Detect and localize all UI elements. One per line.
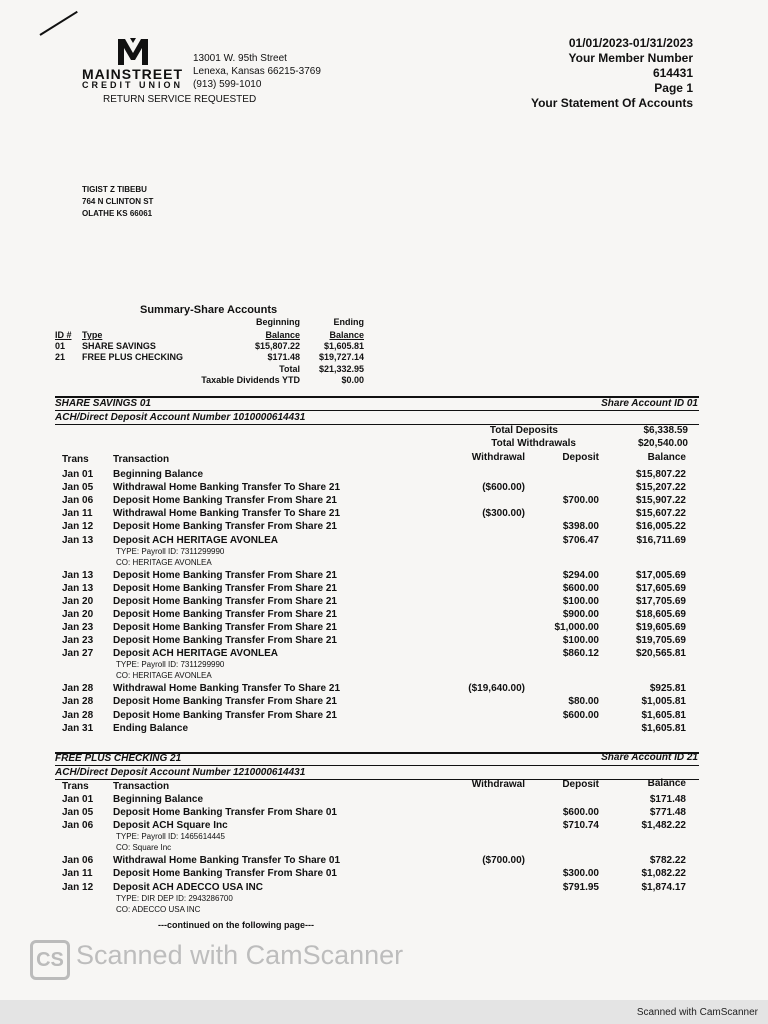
transaction-row [0, 583, 768, 596]
transaction-row [0, 535, 768, 548]
divider [55, 765, 699, 766]
checking-col-withdrawal: Withdrawal [471, 779, 525, 790]
summary-row-ending: $1,605.81 [323, 341, 364, 351]
transaction-row [0, 635, 768, 648]
transaction-date: Jan 23 [62, 635, 94, 647]
transaction-description: Deposit Home Banking Transfer From Share 21 [113, 635, 337, 647]
recipient-street: 764 N CLINTON ST [82, 197, 154, 206]
transaction-date: Jan 01 [62, 469, 94, 480]
transaction-withdrawal: ($700.00) [482, 855, 525, 867]
transaction-row [0, 521, 768, 534]
divider [55, 779, 699, 780]
checking-col-deposit: Deposit [562, 779, 599, 790]
transaction-row [0, 710, 768, 723]
summary-row-id: 01 [55, 341, 66, 351]
transaction-detail: TYPE: DIR DEP ID: 2943286700 [116, 893, 233, 903]
transaction-balance: $15,807.22 [635, 469, 686, 480]
transaction-description: Deposit Home Banking Transfer From Share 21 [113, 582, 337, 594]
summary-total-value: $21,332.95 [318, 364, 364, 374]
transaction-row [0, 622, 768, 635]
transaction-detail: TYPE: Payroll ID: 7311299990 [116, 546, 225, 556]
savings-col-trans: Trans [62, 454, 89, 465]
transaction-balance: $171.48 [649, 794, 686, 805]
total-withdrawals-value: $20,540.00 [637, 438, 688, 449]
bank-address-line1: 13001 W. 95th Street [193, 53, 287, 64]
transaction-balance: $925.81 [649, 683, 686, 695]
transaction-deposit: $600.00 [562, 709, 599, 721]
transaction-deposit: $700.00 [562, 495, 599, 507]
transaction-description: Deposit Home Banking Transfer From Share 21 [113, 595, 337, 607]
transaction-row [0, 820, 768, 833]
transaction-row [0, 696, 768, 709]
transaction-balance: $1,874.17 [641, 881, 686, 893]
transaction-balance: $20,565.81 [635, 648, 686, 660]
transaction-deposit: $706.47 [562, 534, 599, 546]
checking-col-trans: Trans [62, 781, 89, 792]
member-number-label: Your Member Number [568, 51, 693, 65]
summary-col-ending: Ending [333, 317, 364, 327]
transaction-deposit: $1,000.00 [554, 622, 599, 633]
transaction-balance: $16,711.69 [636, 534, 686, 546]
transaction-balance: $15,607.22 [635, 508, 686, 520]
transaction-date: Jan 05 [62, 807, 94, 819]
transaction-balance: $17,005.69 [635, 569, 686, 581]
transaction-row [0, 723, 768, 736]
transaction-row [0, 794, 768, 807]
transaction-balance: $19,605.69 [635, 622, 686, 633]
transaction-balance: $15,207.22 [635, 482, 686, 494]
savings-col-withdrawal: Withdrawal [471, 452, 525, 463]
transaction-description: Deposit ACH HERITAGE AVONLEA [113, 534, 279, 546]
transaction-deposit: $300.00 [562, 868, 599, 880]
transaction-balance: $782.22 [649, 855, 686, 867]
transaction-date: Jan 20 [62, 608, 94, 620]
transaction-date: Jan 11 [62, 868, 93, 880]
transaction-balance: $19,705.69 [635, 635, 686, 647]
transaction-date: Jan 06 [62, 495, 94, 507]
divider [55, 410, 699, 411]
transaction-balance: $15,907.22 [635, 495, 686, 507]
bank-phone: (913) 599-1010 [193, 79, 262, 90]
transaction-date: Jan 27 [62, 648, 94, 660]
summary-col-id: ID # [55, 330, 72, 340]
transaction-deposit: $710.74 [562, 820, 599, 832]
transaction-row [0, 495, 768, 508]
summary-title: Summary-Share Accounts [140, 304, 278, 316]
transaction-row [0, 648, 768, 661]
logo-subtitle: CREDIT UNION [82, 80, 183, 90]
transaction-balance: $16,005.22 [635, 521, 686, 533]
summary-row-type: FREE PLUS CHECKING [82, 352, 184, 362]
transaction-balance: $1,082.22 [641, 868, 686, 880]
transaction-description: Deposit Home Banking Transfer From Share 01 [113, 868, 337, 880]
transaction-row [0, 855, 768, 868]
summary-col-type: Type [82, 330, 103, 340]
transaction-row [0, 596, 768, 609]
transaction-withdrawal: ($19,640.00) [468, 683, 525, 695]
savings-account-id: Share Account ID 01 [601, 398, 698, 409]
member-number: 614431 [652, 66, 693, 80]
transaction-description: Deposit Home Banking Transfer From Share 21 [113, 521, 337, 533]
logo-name: MAINSTREET [82, 66, 183, 82]
transaction-balance: $1,605.81 [641, 722, 686, 734]
transaction-row [0, 609, 768, 622]
transaction-date: Jan 31 [62, 722, 94, 734]
transaction-balance: $771.48 [649, 807, 686, 819]
transaction-detail: TYPE: Payroll ID: 1465614445 [116, 832, 225, 842]
transaction-description: Beginning Balance [113, 794, 204, 805]
transaction-description: Deposit Home Banking Transfer From Share 21 [113, 709, 337, 721]
transaction-row [0, 482, 768, 495]
total-withdrawals-label: Total Withdrawals [491, 438, 576, 449]
pen-mark [39, 11, 77, 36]
checking-col-balance: Balance [647, 778, 686, 789]
transaction-detail: CO: Square Inc [116, 843, 172, 853]
transaction-date: Jan 20 [62, 595, 94, 607]
transaction-row [0, 570, 768, 583]
transaction-date: Jan 12 [62, 881, 94, 893]
transaction-date: Jan 13 [62, 534, 94, 546]
transaction-balance: $1,005.81 [641, 696, 686, 708]
transaction-withdrawal: ($600.00) [482, 482, 525, 494]
summary-col-ending-balance: Balance [329, 330, 364, 340]
transaction-balance: $1,605.81 [641, 709, 686, 721]
transaction-deposit: $900.00 [562, 608, 599, 620]
page-number: Page 1 [654, 81, 693, 95]
transaction-balance: $17,705.69 [635, 595, 686, 607]
transaction-detail: CO: ADECCO USA INC [116, 904, 201, 914]
checking-title: FREE PLUS CHECKING 21 [55, 753, 182, 764]
transaction-date: Jan 13 [62, 582, 94, 594]
recipient-name: TIGIST Z TIBEBU [82, 185, 147, 194]
transaction-description: Withdrawal Home Banking Transfer To Share 21 [113, 683, 341, 695]
transaction-date: Jan 13 [62, 569, 94, 581]
transaction-deposit: $100.00 [562, 595, 599, 607]
transaction-date: Jan 05 [62, 482, 94, 494]
transaction-balance: $1,482.22 [641, 820, 686, 832]
transaction-description: Deposit Home Banking Transfer From Share 21 [113, 622, 337, 633]
transaction-deposit: $600.00 [562, 807, 599, 819]
transaction-balance: $18,605.69 [635, 608, 686, 620]
transaction-row [0, 683, 768, 696]
checking-col-transaction: Transaction [113, 781, 170, 792]
transaction-deposit: $398.00 [562, 521, 599, 533]
transaction-deposit: $600.00 [562, 582, 599, 594]
summary-total-label: Total [279, 364, 300, 374]
return-service-notice: RETURN SERVICE REQUESTED [103, 94, 257, 105]
transaction-description: Deposit ACH HERITAGE AVONLEA [113, 648, 279, 660]
savings-title: SHARE SAVINGS 01 [55, 398, 151, 409]
transaction-description: Deposit Home Banking Transfer From Share 21 [113, 696, 337, 708]
transaction-row [0, 508, 768, 521]
transaction-date: Jan 01 [62, 794, 94, 805]
scanner-footer: Scanned with CamScanner [636, 1007, 758, 1018]
transaction-detail: TYPE: Payroll ID: 7311299990 [116, 660, 225, 670]
continued-note: ---continued on the following page--- [158, 920, 314, 930]
transaction-detail: CO: HERITAGE AVONLEA [116, 671, 212, 681]
transaction-row [0, 807, 768, 820]
transaction-date: Jan 28 [62, 696, 94, 708]
transaction-deposit: $860.12 [562, 648, 599, 660]
summary-row-ending: $19,727.14 [318, 352, 364, 362]
transaction-description: Withdrawal Home Banking Transfer To Share 01 [113, 855, 341, 867]
summary-row-type: SHARE SAVINGS [82, 341, 156, 351]
transaction-description: Deposit Home Banking Transfer From Share 21 [113, 495, 337, 507]
transaction-row [0, 882, 768, 895]
transaction-description: Ending Balance [113, 722, 189, 734]
transaction-detail: CO: HERITAGE AVONLEA [116, 557, 212, 567]
transaction-deposit: $791.95 [562, 881, 599, 893]
transaction-description: Withdrawal Home Banking Transfer To Share 21 [113, 482, 341, 494]
transaction-deposit: $294.00 [562, 569, 599, 581]
transaction-deposit: $80.00 [568, 696, 599, 708]
divider [55, 424, 699, 425]
transaction-row [0, 868, 768, 881]
transaction-deposit: $100.00 [562, 635, 599, 647]
transaction-date: Jan 23 [62, 622, 94, 633]
transaction-withdrawal: ($300.00) [482, 508, 525, 520]
statement-title: Your Statement Of Accounts [530, 96, 693, 110]
transaction-description: Deposit Home Banking Transfer From Share 21 [113, 569, 337, 581]
camscanner-watermark: Scanned with CamScanner [76, 940, 404, 970]
transaction-description: Beginning Balance [113, 469, 204, 480]
mainstreet-logo-icon [116, 36, 150, 66]
transaction-date: Jan 28 [62, 683, 94, 695]
summary-row-beginning: $171.48 [267, 352, 300, 362]
checking-ach-line: ACH/Direct Deposit Account Number 1210000614431 [55, 767, 306, 778]
checking-account-id: Share Account ID 21 [601, 752, 698, 763]
statement-period: 01/01/2023-01/31/2023 [568, 36, 693, 50]
transaction-balance: $17,605.69 [635, 582, 686, 594]
transaction-description: Deposit Home Banking Transfer From Share 01 [113, 807, 337, 819]
transaction-date: Jan 11 [62, 508, 93, 520]
summary-row-beginning: $15,807.22 [254, 341, 300, 351]
summary-col-beginning: Beginning [256, 317, 300, 327]
savings-col-deposit: Deposit [562, 452, 599, 463]
dividends-value: $0.00 [341, 375, 364, 385]
transaction-description: Deposit ACH ADECCO USA INC [113, 881, 264, 893]
transaction-date: Jan 06 [62, 820, 94, 832]
savings-col-balance: Balance [647, 452, 686, 463]
recipient-city: OLATHE KS 66061 [82, 209, 153, 218]
bank-address-line2: Lenexa, Kansas 66215-3769 [193, 66, 321, 77]
dividends-label: Taxable Dividends YTD [201, 375, 300, 385]
transaction-date: Jan 06 [62, 855, 94, 867]
summary-row-id: 21 [55, 352, 66, 362]
transaction-date: Jan 28 [62, 709, 94, 721]
camscanner-logo-icon: CS [30, 940, 70, 980]
total-deposits-value: $6,338.59 [643, 425, 688, 436]
transaction-row [0, 469, 768, 482]
total-deposits-label: Total Deposits [489, 425, 558, 436]
transaction-date: Jan 12 [62, 521, 94, 533]
summary-col-beginning-balance: Balance [265, 330, 300, 340]
transaction-description: Withdrawal Home Banking Transfer To Share 21 [113, 508, 341, 520]
savings-col-transaction: Transaction [113, 454, 170, 465]
savings-ach-line: ACH/Direct Deposit Account Number 1010000614431 [55, 412, 306, 423]
transaction-description: Deposit ACH Square Inc [113, 820, 228, 832]
transaction-description: Deposit Home Banking Transfer From Share 21 [113, 608, 337, 620]
